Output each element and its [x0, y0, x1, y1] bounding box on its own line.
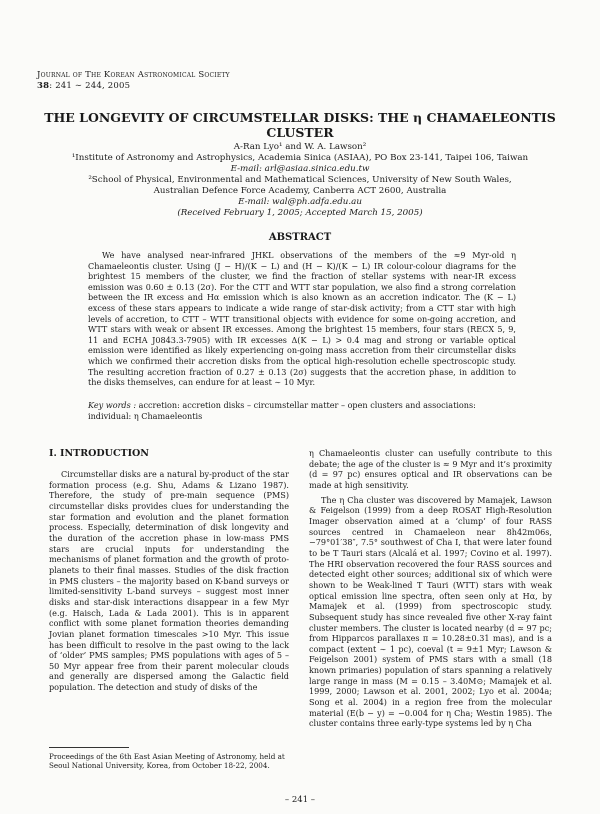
email-2: E-mail: wal@ph.adfa.edu.au	[238, 197, 362, 207]
affiliation-2b: Australian Defence Force Academy, Canberra ACT 2600, Australia	[153, 186, 447, 196]
right-column	[309, 448, 552, 729]
intro-paragraph-1-continued: η Chamaeleontis cluster can usefully contribute to this debate; the age of the cluster is ≈ 9 Myr and it’s proximity (d = 97 pc) ensures optical and IR observations can be made at high sensitivity.	[309, 448, 552, 490]
keywords-text: accretion: accretion disks – circumstellar matter – open clusters and associations: individual: η Chamaeleontis	[88, 400, 476, 421]
journal-name: Journal of The Korean Astronomical Society	[37, 70, 230, 80]
keywords	[88, 400, 516, 421]
intro-paragraph-1: Circumstellar disks are a natural by-product of the star formation process (e.g. Shu, Adams & Lizano 1987). Therefore, the study of pre-main sequence (PMS) circumstellar disks provides clues for understanding the star formation and evolution and the planet formation process. Especially, determination of disk longevity and the duration of the accretion phase in low-mass PMS stars are crucial inputs for understanding the mechanisms of planet formation and the growth of proto-planets to their final masses. Studies of the disk fraction in PMS clusters – the majority based on K-band surveys or limited-sensitivity L-band surveys – suggest most inner disks and star-disk interactions disappear in a few Myr (e.g. Haisch, Lada & Lada 2001). This is in apparent conflict with some planet formation theories demanding Jovian planet formation timescales >10 Myr. This issue has been difficult to resolve in the past owing to the lack of ‘older’ PMS samples; PMS populations with ages of 5 – 50 Myr appear free from their parent molecular clouds and generally are dispersed among the Galactic field population. The detection and study of disks of the	[49, 469, 289, 693]
affiliation-2a: ²School of Physical, Environmental and Mathematical Sciences, University of New South Wales,	[88, 175, 512, 185]
paper-title: THE LONGEVITY OF CIRCUMSTELLAR DISKS: THE η CHAMAELEONTIS CLUSTER	[44, 110, 556, 140]
author-block	[30, 142, 570, 219]
received-dates: (Received February 1, 2005; Accepted March 15, 2005)	[177, 208, 423, 218]
footnote: Proceedings of the 6th East Asian Meeting of Astronomy, held at Seoul National University, Korea, from October 18-22, 2004.	[49, 752, 285, 770]
journal-volume: 38	[37, 81, 50, 91]
left-column	[49, 448, 289, 693]
journal-pages: : 241 ∼ 244, 2005	[49, 81, 131, 91]
abstract-heading: ABSTRACT	[268, 232, 332, 243]
section-heading-introduction: I. INTRODUCTION	[49, 448, 149, 459]
email-1: E-mail: arl@asiaa.sinica.edu.tw	[230, 164, 370, 174]
affiliation-1: ¹Institute of Astronomy and Astrophysics, Academia Sinica (ASIAA), PO Box 23-141, Taipei 106, Taiwan	[71, 153, 529, 163]
footnote-rule	[49, 747, 129, 748]
page-number: – 241 –	[284, 795, 316, 805]
abstract-text: We have analysed near-infrared JHKL observations of the members of the ≈9 Myr-old η Chamaeleontis cluster. Using (J − H)/(K − L) and (H − K)/(K − L) IR colour-colour diagrams for the brightest 15 members of the cluster, we find the fraction of stellar systems with near-IR excess emission was 0.60 ± 0.13 (2σ). For the CTT and WTT star population, we also find a strong correlation between the IR excess and Hα emission which is also known as an accretion indicator. The (K − L) excess of these stars appears to indicate a wide range of star-disk activity; from a CTT star with high levels of accretion, to CTT – WTT transitional objects with evidence for some on-going accretion, and WTT stars with weak or absent IR excesses. Among the brightest 15 members, four stars (RECX 5, 9, 11 and ECHA J0843.3-7905) with IR excesses Δ(K − L) > 0.4 mag and strong or variable optical emission were identified as likely experiencing on-going mass accretion from their circumstellar disks which we confirmed their accretion disks from the optical high-resolution echelle spectroscopic study. The resulting accretion fraction of 0.27 ± 0.13 (2σ) suggests that the accretion phase, in addition to the disks themselves, can endure for at least ∼ 10 Myr.	[88, 250, 516, 388]
journal-volume-line	[37, 81, 230, 92]
author-names: A-Ran Lyo¹ and W. A. Lawson²	[233, 142, 367, 152]
intro-paragraph-2: The η Cha cluster was discovered by Mamajek, Lawson & Feigelson (1999) from a deep ROSAT High-Resolution Imager observation aimed at a ‘clump’ of four RASS sources centred in Chamaeleon near 8h42m06s, −79°01′38″, 7.5° southwest of Cha I, that were later found to be T Tauri stars (Alcalá et al. 1997; Covino et al. 1997). The HRI observation recovered the four RASS sources and detected eight other sources; additional six of which were shown to be Weak-lined T Tauri (WTT) stars with weak optical emission line spectra, often seen only at Hα, by Mamajek et al. (1999) from spectroscopic study. Subsequent study has since revealed five other X-ray faint cluster members. The cluster is located nearby (d ≃ 97 pc; from Hipparcos parallaxes π = 10.28±0.31 mas), and is a compact (extent ∼ 1 pc), coeval (t = 9±1 Myr; Lawson & Feigelson 2001) system of PMS stars with a small (18 known primaries) population of stars spanning a relatively large range in mass (M = 0.15 – 3.40M⊙; Mamajek et al. 1999, 2000; Lawson et al. 2001, 2002; Lyo et al. 2004a; Song et al. 2004) in a region free from the molecular material (E(b − y) = −0.004 for η Cha; Westin 1985). The cluster contains three early-type systems led by η Cha	[309, 494, 552, 729]
journal-header	[37, 70, 230, 92]
keywords-label: Key words :	[88, 400, 137, 410]
